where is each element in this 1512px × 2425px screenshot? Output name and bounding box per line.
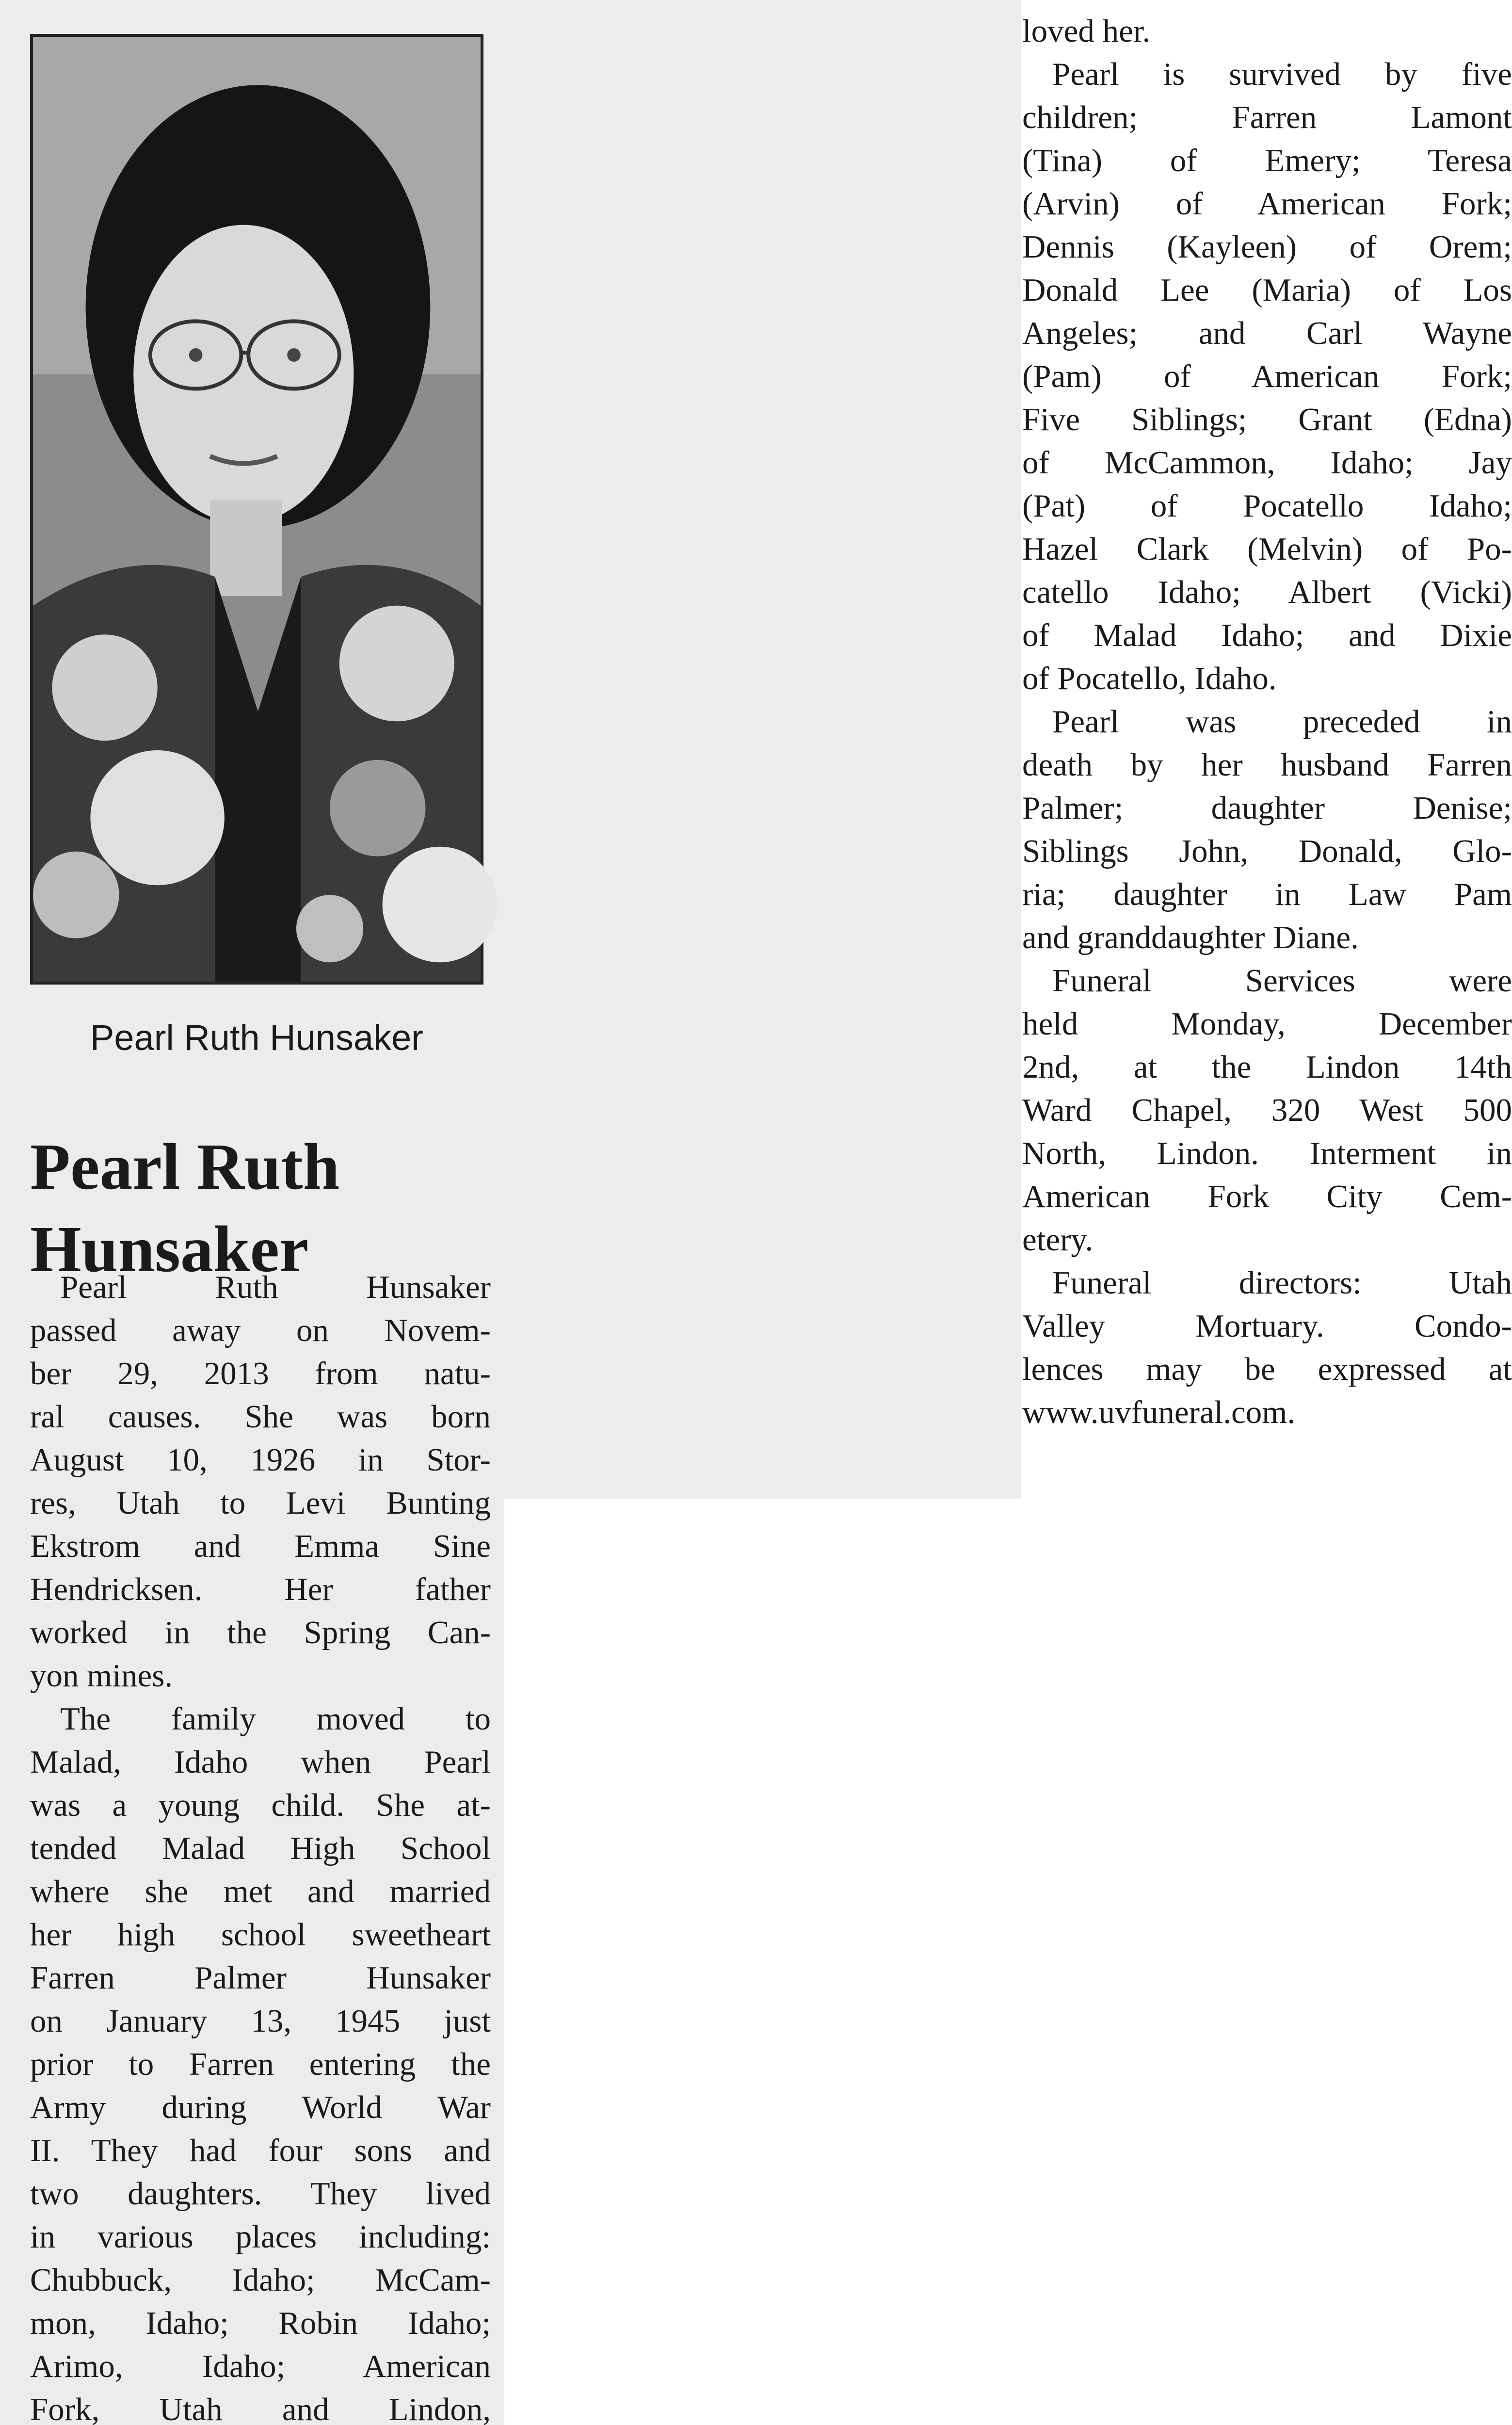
- text-line: yon mines.: [30, 1658, 173, 1694]
- text-line: Ekstrom and Emma Sine: [30, 1528, 491, 1564]
- text-line: Pearl is survived by five: [1052, 56, 1512, 92]
- text-line: was a young child. She at-: [30, 1787, 491, 1823]
- text-line: American Fork City Cem-: [1022, 1179, 1512, 1214]
- text-line: Arimo, Idaho; American: [30, 2348, 491, 2384]
- text-line: of Pocatello, Idaho.: [1022, 661, 1277, 696]
- text-line: mon, Idaho; Robin Idaho;: [30, 2305, 491, 2341]
- paragraph: [1022, 10, 1512, 53]
- text-line: www.uvfuneral.com.: [1022, 1394, 1296, 1430]
- text-line: Dennis (Kayleen) of Orem;: [1022, 229, 1512, 265]
- text-line: tended Malad High School: [30, 1830, 491, 1866]
- text-line: in various places including:: [30, 2219, 491, 2255]
- left-column: [0, 0, 504, 2425]
- text-line: Angeles; and Carl Wayne: [1022, 315, 1512, 351]
- text-line: Pearl was preceded in: [1052, 704, 1512, 740]
- text-line: 2nd, at the Lindon 14th: [1022, 1049, 1512, 1085]
- text-line: Five Siblings; Grant (Edna): [1022, 402, 1512, 437]
- paragraph: [30, 1266, 491, 1698]
- text-line: Siblings John, Donald, Glo-: [1022, 833, 1512, 869]
- text-line: Donald Lee (Maria) of Los: [1022, 272, 1512, 308]
- paragraph: [30, 1698, 491, 2425]
- portrait-photo: [30, 34, 483, 985]
- text-line: children; Farren Lamont: [1022, 99, 1512, 135]
- right-column: [504, 0, 1512, 1499]
- text-line: (Pat) of Pocatello Idaho;: [1022, 488, 1512, 524]
- photo-caption: Pearl Ruth Hunsaker: [90, 1018, 423, 1058]
- text-line: her high school sweetheart: [30, 1917, 491, 1953]
- text-line: etery.: [1022, 1222, 1094, 1258]
- paragraph: [1022, 700, 1512, 959]
- text-line: ber 29, 2013 from natu-: [30, 1356, 491, 1391]
- portrait-image: [33, 37, 481, 982]
- text-line: of McCammon, Idaho; Jay: [1022, 445, 1512, 481]
- text-line: catello Idaho; Albert (Vicki): [1022, 574, 1512, 610]
- text-line: II. They had four sons and: [30, 2133, 491, 2168]
- headline-line-2: Hunsaker: [30, 1213, 309, 1286]
- text-line: held Monday, December: [1022, 1006, 1512, 1042]
- paragraph: [1022, 53, 1512, 700]
- text-line: on January 13, 1945 just: [30, 2003, 491, 2039]
- text-line: Malad, Idaho when Pearl: [30, 1744, 491, 1780]
- obituary-body-right: [1022, 10, 1512, 1434]
- text-line: Valley Mortuary. Condo-: [1022, 1308, 1512, 1344]
- text-line: Pearl Ruth Hunsaker: [60, 1269, 491, 1305]
- text-line: Farren Palmer Hunsaker: [30, 1960, 491, 1996]
- paragraph: [1022, 959, 1512, 1261]
- text-line: prior to Farren entering the: [30, 2046, 491, 2082]
- text-line: Army during World War: [30, 2089, 491, 2125]
- text-line: Fork, Utah and Lindon,: [30, 2392, 491, 2425]
- text-line: loved her.: [1022, 13, 1151, 49]
- obituary-body-left: [30, 1266, 491, 2425]
- text-line: August 10, 1926 in Stor-: [30, 1442, 491, 1478]
- text-line: (Pam) of American Fork;: [1022, 358, 1512, 394]
- text-line: North, Lindon. Interment in: [1022, 1135, 1512, 1171]
- text-line: (Arvin) of American Fork;: [1022, 186, 1512, 222]
- text-line: lences may be expressed at: [1022, 1351, 1512, 1387]
- text-line: res, Utah to Levi Bunting: [30, 1485, 491, 1521]
- text-line: Hendricksen. Her father: [30, 1571, 491, 1607]
- text-line: (Tina) of Emery; Teresa: [1022, 143, 1512, 178]
- text-line: death by her husband Farren: [1022, 747, 1512, 783]
- text-line: worked in the Spring Can-: [30, 1615, 491, 1650]
- text-line: Funeral directors: Utah: [1052, 1265, 1512, 1301]
- text-line: ria; daughter in Law Pam: [1022, 876, 1512, 912]
- text-line: Ward Chapel, 320 West 500: [1022, 1092, 1512, 1128]
- text-line: of Malad Idaho; and Dixie: [1022, 617, 1512, 653]
- text-line: and granddaughter Diane.: [1022, 920, 1359, 955]
- text-line: passed away on Novem-: [30, 1312, 491, 1348]
- text-line: Palmer; daughter Denise;: [1022, 790, 1512, 826]
- text-line: two daughters. They lived: [30, 2176, 491, 2212]
- text-line: where she met and married: [30, 1874, 491, 1909]
- text-line: Chubbuck, Idaho; McCam-: [30, 2262, 491, 2298]
- text-line: ral causes. She was born: [30, 1399, 491, 1435]
- headline-line-1: Pearl Ruth: [30, 1131, 340, 1204]
- paragraph: [1022, 1261, 1512, 1434]
- text-line: Hazel Clark (Melvin) of Po-: [1022, 531, 1512, 567]
- text-line: Funeral Services were: [1052, 963, 1512, 999]
- text-line: The family moved to: [60, 1701, 491, 1737]
